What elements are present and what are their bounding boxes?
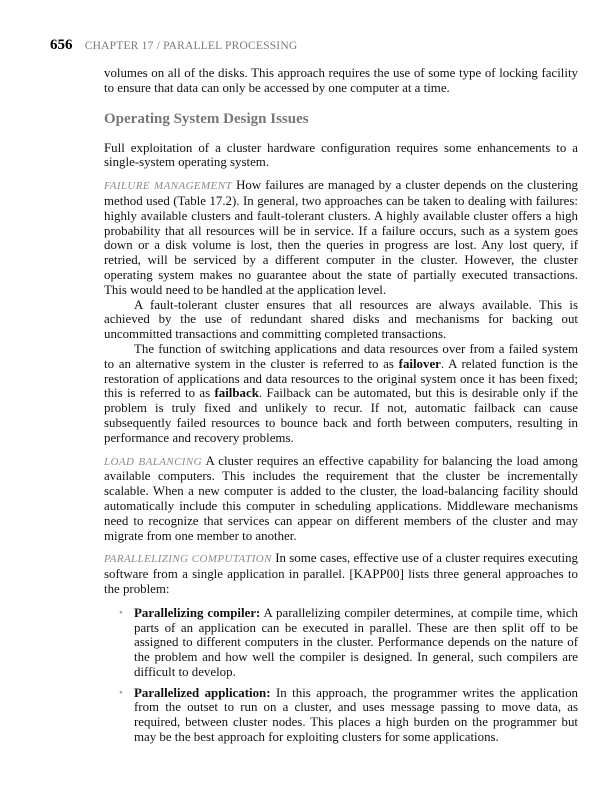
failure-management-text: How failures are managed by a cluster depends on the clustering method used (Table 17.2). In general, two approaches can be taken to dealing with failures: highly available clusters and fault-tolerant clusters. A highly available cluster offers a high probability that all resources will be in service. If a failure occurs, such as a system goes down or a disk volume is lost, then the queries in progress are lost. Any lost query, if retried, will be serviced by a different computer in the cluster. However, the cluster operating system makes no guarantee about the state of partially executed transactions. This would need to be handled at the application level. [104, 178, 578, 297]
load-balancing-paragraph [104, 454, 578, 544]
failure-management-paragraph [104, 178, 578, 297]
bullet-icon: • [119, 686, 123, 699]
list-item [119, 685, 579, 745]
list-item-term: Parallelized application: [134, 685, 271, 700]
failover-term: failover [398, 356, 441, 371]
section-lead-paragraph: Full exploitation of a cluster hardware configuration requires some enhancements to a single-system operating system. [104, 140, 578, 170]
load-balancing-label: LOAD BALANCING [104, 455, 202, 468]
failover-text-c: . Failback can be automated, but this is desirable only if the problem is truly fixed and unlikely to recur. If not, automatic failback can cause subsequently failed resources to bounce back and forth between computers, resulting in performance and recovery problems. [104, 386, 578, 445]
parallelizing-text: In some cases, effective use of a cluster requires executing software from a single application in parallel. [KAPP00] lists three general approaches to the problem: [104, 551, 578, 596]
list-item-term: Parallelizing compiler: [134, 605, 261, 620]
failover-text-b: . A related function is the restoration of applications and data resources to the original system once it has been fixed; this is referred to as [104, 356, 579, 401]
running-head [50, 37, 297, 54]
chapter-title: CHAPTER 17 / PARALLEL PROCESSING [84, 40, 298, 52]
section-heading: Operating System Design Issues [104, 110, 309, 127]
fault-tolerant-paragraph: A fault-tolerant cluster ensures that all resources are always available. This is achieved by the use of redundant shared disks and mechanisms for backing out uncommitted transactions and committing completed transactions. [104, 297, 578, 342]
failure-management-label: FAILURE MANAGEMENT [104, 180, 232, 193]
list-item-text: A parallelizing compiler determines, at compile time, which parts of an application can be executed in parallel. These are then split off to be assigned to different computers in the cluster. Performance depends on the nature of the problem and how well the compiler is designed. In general, such compilers are difficult to develop. [134, 605, 578, 679]
page-number: 656 [50, 37, 73, 53]
approaches-list [104, 606, 578, 745]
failover-paragraph [104, 342, 578, 446]
list-item [119, 605, 578, 680]
page-body [104, 66, 578, 751]
failover-text-a: The function of switching applications and data resources over from a failed system to an alternative system in the cluster is referred to as [104, 341, 578, 371]
bullet-icon: • [119, 606, 123, 619]
intro-paragraph: volumes on all of the disks. This approach requires the use of some type of locking facility to ensure that data can only be accessed by one computer at a time. [104, 66, 578, 95]
load-balancing-text: A cluster requires an effective capability for balancing the load among available computers. This includes the requirement that the cluster be incrementally scalable. When a new computer is added to the cluster, the load-balancing facility should automatically include this computer in scheduling applications. Middleware mechanisms need to recognize that services can appear on different members of the cluster and may migrate from one member to another. [104, 453, 578, 543]
parallelizing-paragraph [104, 551, 578, 596]
failback-term: failback [214, 386, 259, 401]
list-item-text: In this approach, the programmer writes the application from the outset to run on a cluster, and uses message passing to move data, as required, between cluster nodes. This places a high burden on the programmer but may be the best approach for exploiting clusters for some applications. [134, 685, 579, 745]
parallelizing-label: PARALLELIZING COMPUTATION [104, 553, 272, 566]
